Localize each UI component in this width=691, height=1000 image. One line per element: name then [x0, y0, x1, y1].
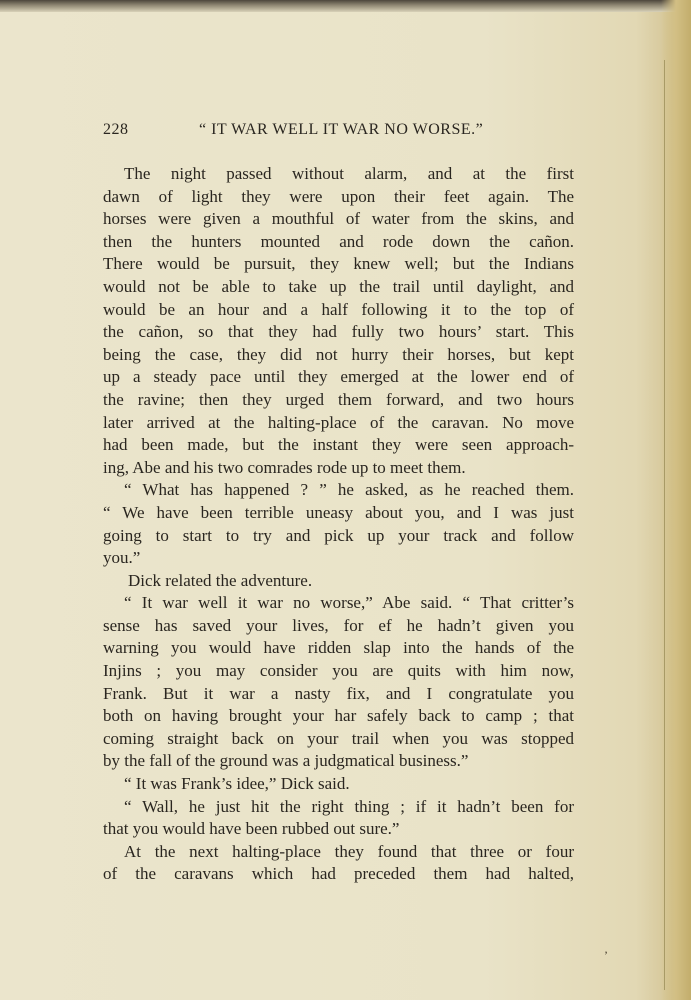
text-line: had been made, but the instant they were seen approach-: [103, 435, 574, 455]
text-line: both on having brought your har safely back to camp ; that: [103, 706, 574, 726]
text-line: by the fall of the ground was a judgmatical business.”: [103, 751, 469, 771]
text-line: would not be able to take up the trail until daylight, and: [103, 276, 574, 296]
body-text: [103, 163, 574, 886]
text-line: horses were given a mouthful of water from the skins, and: [103, 209, 574, 229]
text-line: “ Wall, he just hit the right thing ; if it hadn’t been for: [124, 796, 574, 816]
text-line: Injins ; you may consider you are quits with him now,: [103, 661, 574, 681]
text-line: There would be pursuit, they knew well; but the Indians: [103, 254, 574, 274]
text-line: The night passed without alarm, and at the first: [124, 164, 574, 183]
text-line: going to start to try and pick up your track and follow: [103, 525, 574, 545]
text-line: then the hunters mounted and rode down the cañon.: [103, 231, 574, 251]
page-header: [103, 121, 573, 145]
text-line: coming straight back on your trail when you was stopped: [103, 728, 574, 748]
page-right-edge: [661, 0, 691, 1000]
text-line: the ravine; then they urged them forward, and two hours: [103, 389, 574, 409]
page-top-edge: [0, 0, 691, 12]
text-line: warning you would have ridden slap into the hands of the: [103, 638, 574, 658]
text-line: Dick related the adventure.: [128, 570, 313, 590]
text-line: “ It war well it war no worse,” Abe said. “ That critter’s: [124, 593, 574, 613]
text-line: that you would have been rubbed out sure.”: [103, 819, 400, 839]
running-head: “ IT WAR WELL IT WAR NO WORSE.”: [199, 121, 484, 138]
text-line: Frank. But it war a nasty fix, and I congratulate you: [103, 683, 574, 703]
text-line: you.”: [103, 548, 141, 568]
text-line: would be an hour and a half following it to the top of: [103, 299, 574, 319]
text-line: the cañon, so that they had fully two hours’ start. This: [103, 322, 574, 342]
text-line: being the case, they did not hurry their horses, but kept: [103, 344, 574, 364]
text-line: of the caravans which had preceded them had halted,: [103, 864, 574, 884]
page-number: 228: [103, 121, 129, 138]
text-line: later arrived at the halting-place of the caravan. No move: [103, 412, 574, 432]
text-line: “ We have been terrible uneasy about you, and I was just: [103, 502, 574, 522]
text-line: At the next halting-place they found that three or four: [124, 841, 574, 861]
page-fold-line: [664, 60, 665, 990]
text-line: up a steady pace until they emerged at the lower end of: [103, 367, 574, 387]
text-line: “ What has happened ? ” he asked, as he reached them.: [124, 480, 574, 500]
ink-mark: ’: [604, 948, 608, 962]
text-line: sense has saved your lives, for ef he hadn’t given you: [103, 615, 574, 635]
text-line: “ It was Frank’s idee,” Dick said.: [124, 774, 350, 794]
text-line: ing, Abe and his two comrades rode up to meet them.: [103, 457, 466, 477]
text-line: dawn of light they were upon their feet again. The: [103, 186, 574, 206]
